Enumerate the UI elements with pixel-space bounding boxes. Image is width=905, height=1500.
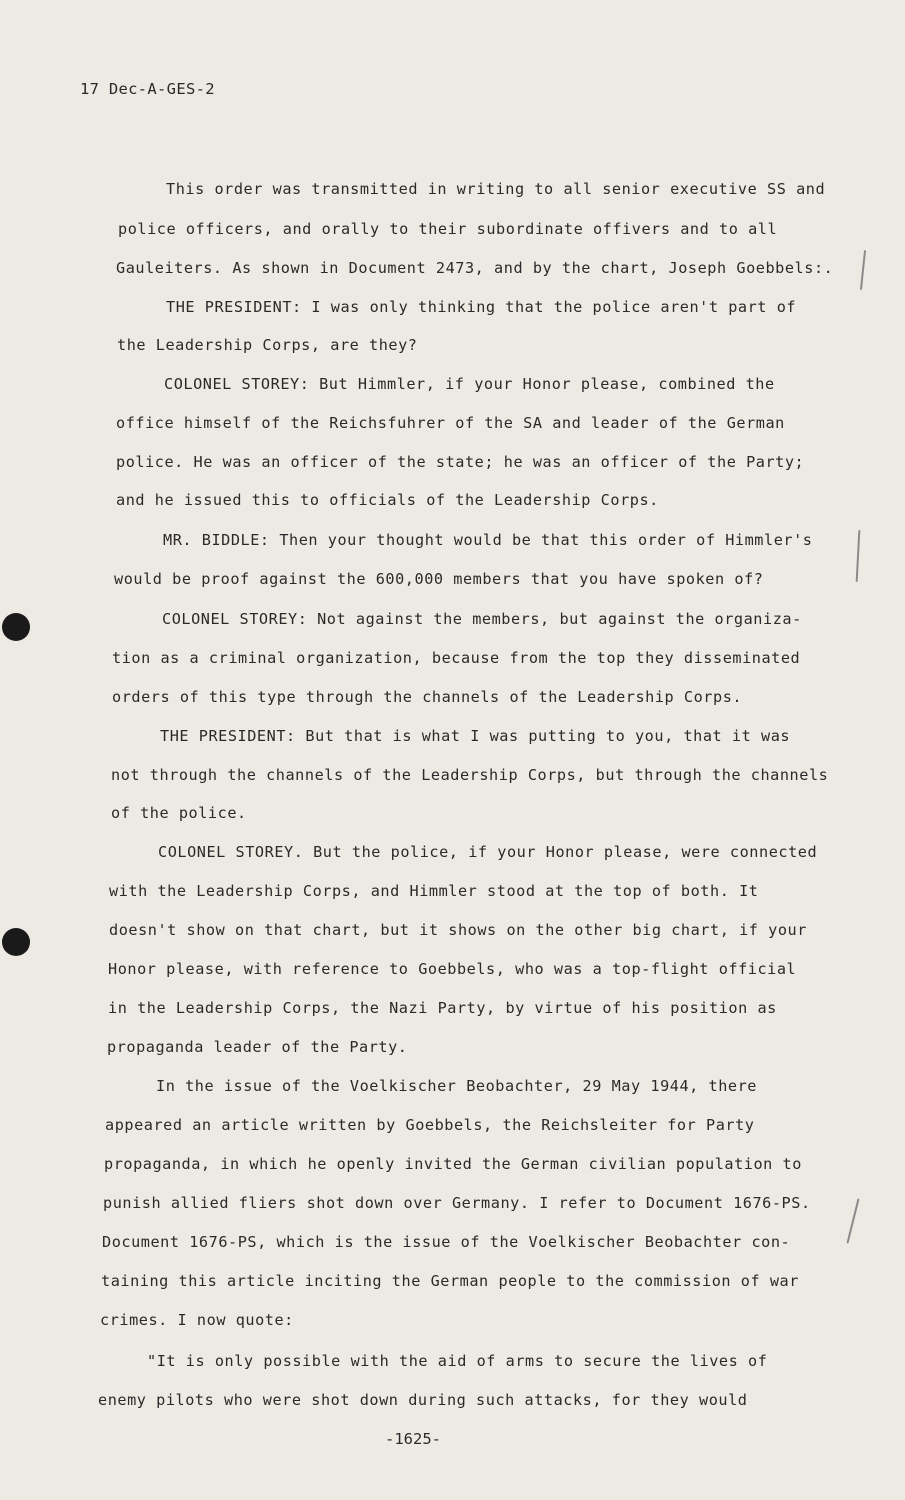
text-line: not through the channels of the Leadership Corps, but through the channels <box>111 766 829 784</box>
binder-hole <box>2 613 30 641</box>
text-line: THE PRESIDENT: But that is what I was putting to you, that it was <box>160 727 791 745</box>
text-line: propaganda, in which he openly invited the German civilian population to <box>104 1155 802 1173</box>
text-line: in the Leadership Corps, the Nazi Party, by virtue of his position as <box>108 999 777 1017</box>
text-line: Document 1676-PS, which is the issue of the Voelkischer Beobachter con- <box>102 1233 791 1251</box>
margin-mark <box>856 530 861 582</box>
text-line: tion as a criminal organization, because from the top they disseminated <box>112 649 801 667</box>
binder-hole <box>2 928 30 956</box>
text-line: crimes. I now quote: <box>100 1311 294 1329</box>
text-line: In the issue of the Voelkischer Beobachter, 29 May 1944, there <box>156 1077 758 1095</box>
text-line: with the Leadership Corps, and Himmler stood at the top of both. It <box>109 882 759 900</box>
text-line: police officers, and orally to their subordinate offivers and to all <box>118 220 778 238</box>
document-reference: 17 Dec-A-GES-2 <box>80 80 215 98</box>
text-line: police. He was an officer of the state; he was an officer of the Party; <box>116 453 805 471</box>
text-line: would be proof against the 600,000 members that you have spoken of? <box>114 570 764 588</box>
text-line: COLONEL STOREY: But Himmler, if your Honor please, combined the <box>164 375 775 393</box>
text-line: COLONEL STOREY. But the police, if your Honor please, were connected <box>158 843 818 861</box>
text-line: doesn't show on that chart, but it shows on the other big chart, if your <box>109 921 807 939</box>
text-line: propaganda leader of the Party. <box>107 1038 408 1056</box>
text-line: and he issued this to officials of the Leadership Corps. <box>116 491 659 509</box>
text-line: THE PRESIDENT: I was only thinking that the police aren't part of <box>166 298 797 316</box>
text-line: of the police. <box>111 804 247 822</box>
page-number: -1625- <box>385 1430 441 1448</box>
text-line: punish allied fliers shot down over Germany. I refer to Document 1676-PS. <box>103 1194 811 1212</box>
text-line: MR. BIDDLE: Then your thought would be that this order of Himmler's <box>163 531 813 549</box>
text-line: appeared an article written by Goebbels, the Reichsleiter for Party <box>105 1116 755 1134</box>
text-line: orders of this type through the channels of the Leadership Corps. <box>112 688 743 706</box>
text-line: the Leadership Corps, are they? <box>117 336 418 354</box>
text-line: This order was transmitted in writing to all senior executive SS and <box>166 180 826 198</box>
margin-mark <box>860 250 866 290</box>
text-line: Gauleiters. As shown in Document 2473, and by the chart, Joseph Goebbels:. <box>116 259 834 277</box>
text-line: COLONEL STOREY: Not against the members, but against the organiza- <box>162 610 802 628</box>
text-line: "It is only possible with the aid of arms to secure the lives of <box>147 1352 768 1370</box>
text-line: taining this article inciting the German people to the commission of war <box>101 1272 799 1290</box>
text-line: enemy pilots who were shot down during such attacks, for they would <box>98 1391 748 1409</box>
text-line: Honor please, with reference to Goebbels, who was a top-flight official <box>108 960 797 978</box>
margin-mark <box>846 1198 859 1243</box>
text-line: office himself of the Reichsfuhrer of the SA and leader of the German <box>116 414 785 432</box>
